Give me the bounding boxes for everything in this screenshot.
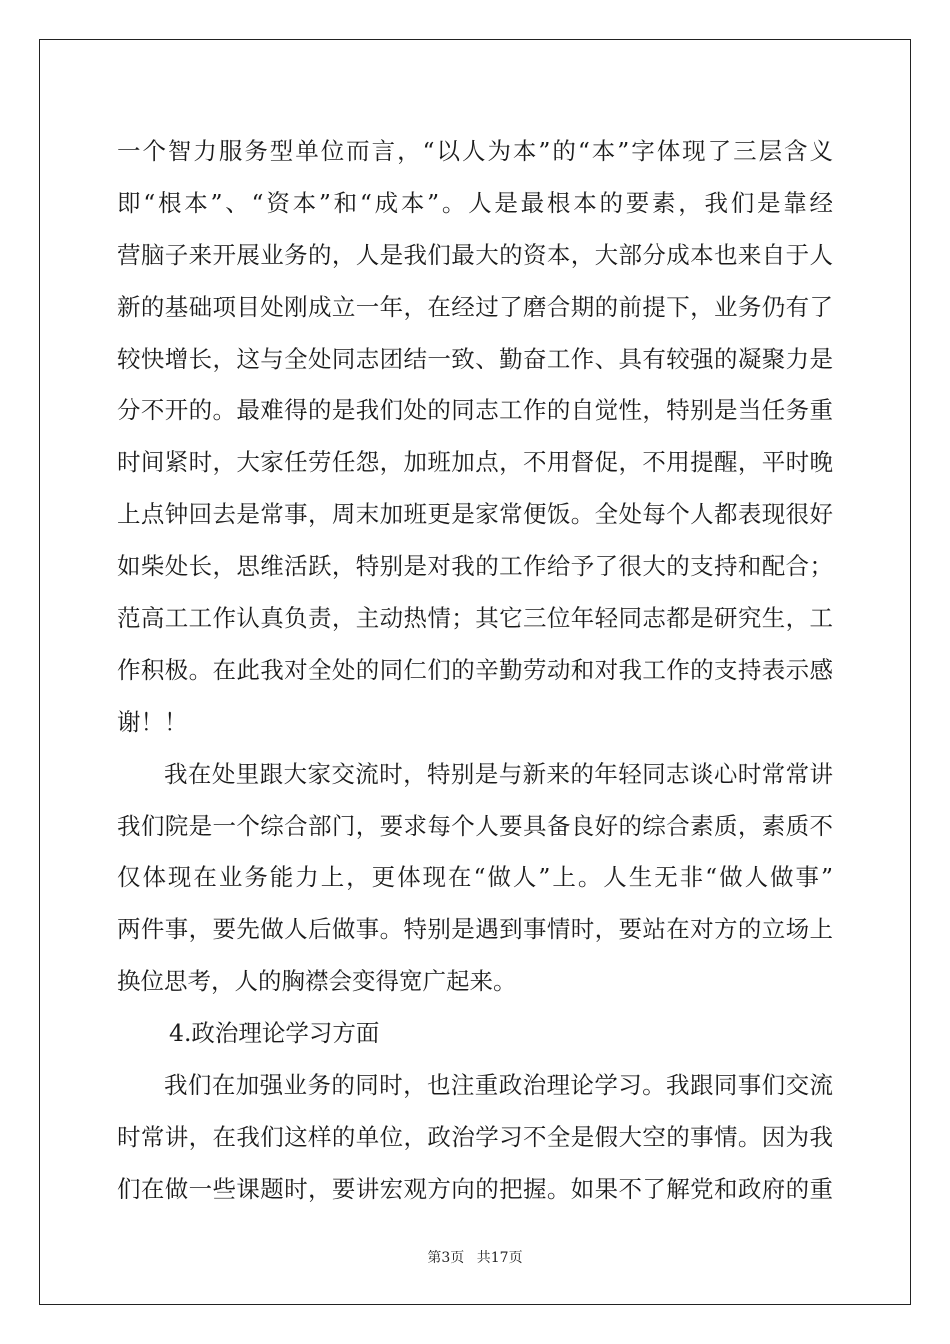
text-line: 新的基础项目处刚成立一年，在经过了磨合期的前提下，业务仍有了 [117,292,833,321]
paragraph-first-line: 我在处里跟大家交流时，特别是与新来的年轻同志谈心时常常讲 [164,759,833,788]
page-footer [0,1247,950,1267]
text-line: 我们院是一个综合部门，要求每个人要具备良好的综合素质，素质不 [117,811,833,840]
text-line: 时常讲，在我们这样的单位，政治学习不全是假大空的事情。因为我 [117,1122,833,1151]
text-line: 两件事，要先做人后做事。特别是遇到事情时，要站在对方的立场上 [117,915,833,944]
text-line: 作积极。在此我对全处的同仁们的辛勤劳动和对我工作的支持表示感 [117,655,833,684]
section-heading: 4.政治理论学习方面 [169,1019,380,1048]
text-line: 如柴处长，思维活跃，特别是对我的工作给予了很大的支持和配合； [117,552,833,581]
text-line: 们在做一些课题时，要讲宏观方向的把握。如果不了解党和政府的重 [117,1174,833,1203]
text-line: 仅体现在业务能力上，更体现在“做人”上。人生无非“做人做事” [117,863,833,892]
page-total: 共17页 [476,1250,523,1266]
text-line: 一个智力服务型单位而言，“以人为本”的“本”字体现了三层含义 [117,137,833,165]
page-number: 第3页 [427,1250,465,1266]
text-line: 范高工工作认真负责，主动热情；其它三位年轻同志都是研究生，工 [117,604,833,633]
text-line: 即“根本”、“资本”和“成本”。人是最根本的要素，我们是靠经 [117,188,833,217]
text-line: 时间紧时，大家任劳任怨，加班加点，不用督促，不用提醒，平时晚 [117,448,833,477]
text-line: 营脑子来开展业务的，人是我们最大的资本，大部分成本也来自于人 [117,240,833,269]
document-body [117,126,833,1216]
text-line: 换位思考，人的胸襟会变得宽广起来。 [117,967,517,996]
paragraph-first-line: 我们在加强业务的同时，也注重政治理论学习。我跟同事们交流 [164,1071,833,1100]
text-line: 上点钟回去是常事，周末加班更是家常便饭。全处每个人都表现很好 [117,500,833,529]
text-line: 谢！！ [117,707,188,736]
text-line: 较快增长，这与全处同志团结一致、勤奋工作、具有较强的凝聚力是 [117,344,833,373]
text-line: 分不开的。最难得的是我们处的同志工作的自觉性，特别是当任务重 [117,396,833,425]
